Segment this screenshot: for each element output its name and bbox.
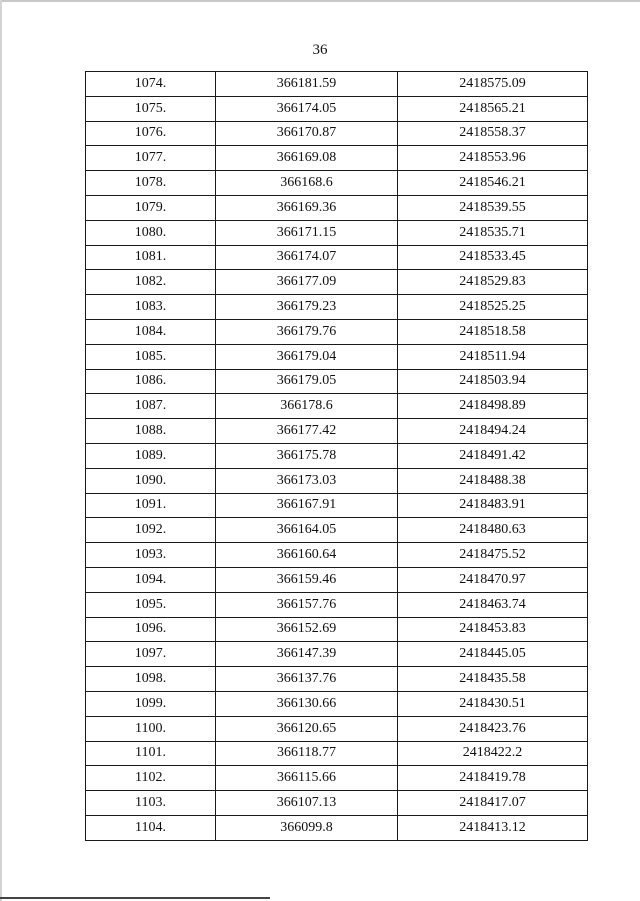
y-coordinate-cell: 2418558.37	[398, 121, 588, 146]
scan-edge-top	[0, 0, 640, 2]
table-row	[86, 419, 588, 444]
table-row	[86, 369, 588, 394]
y-coordinate-cell: 2418553.96	[398, 146, 588, 171]
point-number-cell: 1099.	[86, 691, 216, 716]
table-row	[86, 667, 588, 692]
point-number-cell: 1087.	[86, 394, 216, 419]
scan-edge-left	[0, 0, 2, 901]
y-coordinate-cell: 2418503.94	[398, 369, 588, 394]
scan-edge-bottom	[0, 897, 270, 899]
table-row	[86, 72, 588, 97]
y-coordinate-cell: 2418470.97	[398, 567, 588, 592]
y-coordinate-cell: 2418525.25	[398, 295, 588, 320]
x-coordinate-cell: 366152.69	[216, 617, 398, 642]
y-coordinate-cell: 2418535.71	[398, 220, 588, 245]
x-coordinate-cell: 366118.77	[216, 741, 398, 766]
x-coordinate-cell: 366173.03	[216, 468, 398, 493]
point-number-cell: 1089.	[86, 443, 216, 468]
y-coordinate-cell: 2418491.42	[398, 443, 588, 468]
y-coordinate-cell: 2418480.63	[398, 518, 588, 543]
x-coordinate-cell: 366115.66	[216, 766, 398, 791]
table-row	[86, 220, 588, 245]
table-row	[86, 344, 588, 369]
point-number-cell: 1100.	[86, 716, 216, 741]
x-coordinate-cell: 366147.39	[216, 642, 398, 667]
point-number-cell: 1086.	[86, 369, 216, 394]
point-number-cell: 1081.	[86, 245, 216, 270]
x-coordinate-cell: 366169.36	[216, 195, 398, 220]
table-row	[86, 171, 588, 196]
x-coordinate-cell: 366177.09	[216, 270, 398, 295]
x-coordinate-cell: 366175.78	[216, 443, 398, 468]
table-row	[86, 121, 588, 146]
table-row	[86, 295, 588, 320]
point-number-cell: 1102.	[86, 766, 216, 791]
point-number-cell: 1094.	[86, 567, 216, 592]
y-coordinate-cell: 2418423.76	[398, 716, 588, 741]
table-row	[86, 543, 588, 568]
x-coordinate-cell: 366174.05	[216, 96, 398, 121]
y-coordinate-cell: 2418529.83	[398, 270, 588, 295]
y-coordinate-cell: 2418498.89	[398, 394, 588, 419]
x-coordinate-cell: 366179.76	[216, 319, 398, 344]
coordinate-table-body	[86, 72, 588, 841]
table-row	[86, 96, 588, 121]
y-coordinate-cell: 2418435.58	[398, 667, 588, 692]
y-coordinate-cell: 2418422.2	[398, 741, 588, 766]
y-coordinate-cell: 2418413.12	[398, 815, 588, 840]
y-coordinate-cell: 2418546.21	[398, 171, 588, 196]
x-coordinate-cell: 366099.8	[216, 815, 398, 840]
table-row	[86, 518, 588, 543]
y-coordinate-cell: 2418453.83	[398, 617, 588, 642]
table-row	[86, 791, 588, 816]
table-row	[86, 146, 588, 171]
table-row	[86, 394, 588, 419]
x-coordinate-cell: 366120.65	[216, 716, 398, 741]
y-coordinate-cell: 2418483.91	[398, 493, 588, 518]
x-coordinate-cell: 366168.6	[216, 171, 398, 196]
point-number-cell: 1075.	[86, 96, 216, 121]
point-number-cell: 1090.	[86, 468, 216, 493]
x-coordinate-cell: 366171.15	[216, 220, 398, 245]
y-coordinate-cell: 2418539.55	[398, 195, 588, 220]
table-row	[86, 443, 588, 468]
table-row	[86, 567, 588, 592]
y-coordinate-cell: 2418565.21	[398, 96, 588, 121]
table-row	[86, 270, 588, 295]
table-row	[86, 245, 588, 270]
y-coordinate-cell: 2418488.38	[398, 468, 588, 493]
point-number-cell: 1080.	[86, 220, 216, 245]
y-coordinate-cell: 2418533.45	[398, 245, 588, 270]
point-number-cell: 1097.	[86, 642, 216, 667]
x-coordinate-cell: 366179.23	[216, 295, 398, 320]
table-row	[86, 319, 588, 344]
table-row	[86, 592, 588, 617]
x-coordinate-cell: 366167.91	[216, 493, 398, 518]
table-row	[86, 195, 588, 220]
table-row	[86, 642, 588, 667]
point-number-cell: 1103.	[86, 791, 216, 816]
point-number-cell: 1082.	[86, 270, 216, 295]
point-number-cell: 1098.	[86, 667, 216, 692]
point-number-cell: 1076.	[86, 121, 216, 146]
point-number-cell: 1091.	[86, 493, 216, 518]
y-coordinate-cell: 2418417.07	[398, 791, 588, 816]
x-coordinate-cell: 366164.05	[216, 518, 398, 543]
x-coordinate-cell: 366170.87	[216, 121, 398, 146]
x-coordinate-cell: 366160.64	[216, 543, 398, 568]
table-row	[86, 617, 588, 642]
y-coordinate-cell: 2418575.09	[398, 72, 588, 97]
y-coordinate-cell: 2418419.78	[398, 766, 588, 791]
point-number-cell: 1084.	[86, 319, 216, 344]
x-coordinate-cell: 366130.66	[216, 691, 398, 716]
point-number-cell: 1079.	[86, 195, 216, 220]
table-row	[86, 766, 588, 791]
x-coordinate-cell: 366159.46	[216, 567, 398, 592]
point-number-cell: 1077.	[86, 146, 216, 171]
y-coordinate-cell: 2418430.51	[398, 691, 588, 716]
point-number-cell: 1083.	[86, 295, 216, 320]
x-coordinate-cell: 366137.76	[216, 667, 398, 692]
x-coordinate-cell: 366181.59	[216, 72, 398, 97]
x-coordinate-cell: 366179.04	[216, 344, 398, 369]
point-number-cell: 1092.	[86, 518, 216, 543]
point-number-cell: 1074.	[86, 72, 216, 97]
y-coordinate-cell: 2418494.24	[398, 419, 588, 444]
x-coordinate-cell: 366157.76	[216, 592, 398, 617]
table-row	[86, 691, 588, 716]
y-coordinate-cell: 2418463.74	[398, 592, 588, 617]
point-number-cell: 1093.	[86, 543, 216, 568]
x-coordinate-cell: 366174.07	[216, 245, 398, 270]
coordinate-table	[85, 71, 588, 841]
table-row	[86, 716, 588, 741]
table-row	[86, 741, 588, 766]
y-coordinate-cell: 2418445.05	[398, 642, 588, 667]
y-coordinate-cell: 2418475.52	[398, 543, 588, 568]
x-coordinate-cell: 366178.6	[216, 394, 398, 419]
x-coordinate-cell: 366179.05	[216, 369, 398, 394]
point-number-cell: 1078.	[86, 171, 216, 196]
point-number-cell: 1101.	[86, 741, 216, 766]
point-number-cell: 1085.	[86, 344, 216, 369]
table-row	[86, 468, 588, 493]
point-number-cell: 1096.	[86, 617, 216, 642]
x-coordinate-cell: 366177.42	[216, 419, 398, 444]
y-coordinate-cell: 2418511.94	[398, 344, 588, 369]
point-number-cell: 1088.	[86, 419, 216, 444]
x-coordinate-cell: 366169.08	[216, 146, 398, 171]
y-coordinate-cell: 2418518.58	[398, 319, 588, 344]
table-row	[86, 815, 588, 840]
x-coordinate-cell: 366107.13	[216, 791, 398, 816]
table-row	[86, 493, 588, 518]
point-number-cell: 1095.	[86, 592, 216, 617]
point-number-cell: 1104.	[86, 815, 216, 840]
page-number: 36	[312, 42, 328, 58]
